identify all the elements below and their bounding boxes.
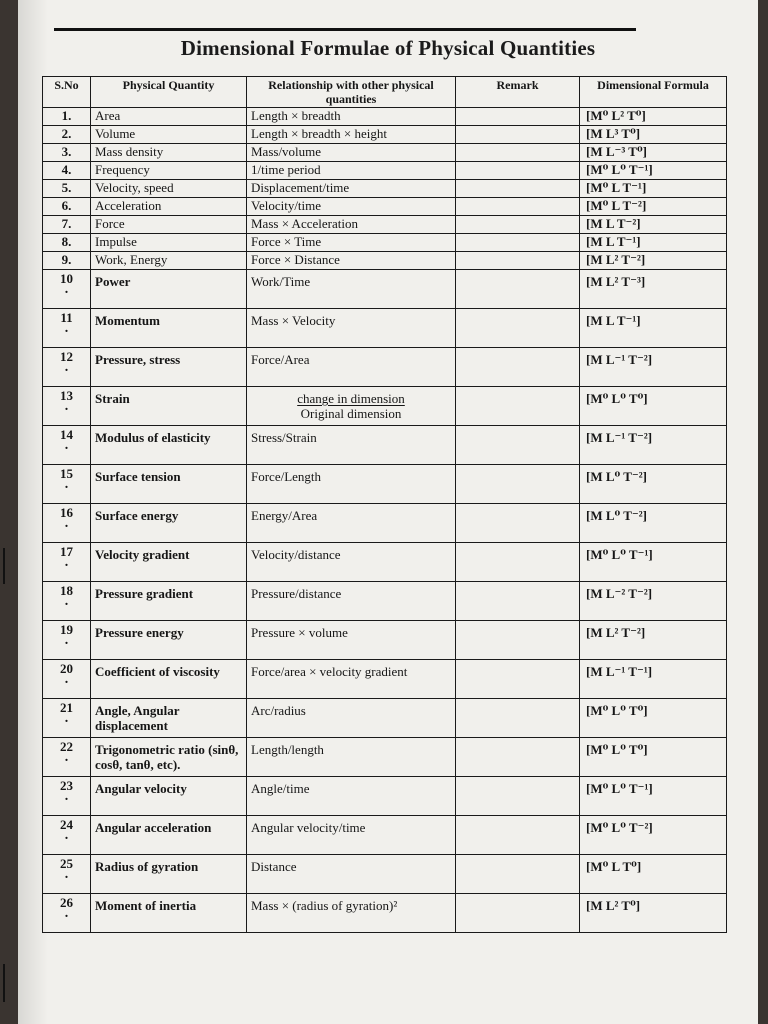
cell-remark [456,180,580,198]
table-row [43,180,727,198]
cell-relationship: Length/length [247,738,456,777]
cell-physical-quantity: Work, Energy [91,252,247,270]
cell-remark [456,660,580,699]
cell-sno [43,144,91,162]
sno-text: 6. [61,198,72,213]
table-row [43,426,727,465]
cell-sno [43,252,91,270]
cell-dimensional-formula: [M L⁻¹ T⁻²] [580,348,727,387]
cell-physical-quantity: Volume [91,126,247,144]
cell-remark [456,699,580,738]
cell-dimensional-formula: [M L² T⁻²] [580,621,727,660]
cell-relationship: Length × breadth × height [247,126,456,144]
cell-remark [456,198,580,216]
cell-relationship: Pressure/distance [247,582,456,621]
cell-remark [456,252,580,270]
sno-text: 12 [60,349,73,364]
cell-relationship: 1/time period [247,162,456,180]
cell-relationship: Velocity/time [247,198,456,216]
table-row [43,855,727,894]
cell-remark [456,777,580,816]
sno-dot: . [64,282,69,297]
table-row [43,582,727,621]
cell-remark [456,348,580,387]
sno-text: 8. [61,234,72,249]
cell-relationship: Velocity/distance [247,543,456,582]
cell-relationship [247,387,456,426]
sno-dot: . [64,828,69,843]
sno-text: 19 [60,622,73,637]
cell-remark [456,738,580,777]
sno-text: 2. [61,126,72,141]
cell-physical-quantity: Radius of gyration [91,855,247,894]
sno-text: 16 [60,505,73,520]
table-row [43,270,727,309]
cell-remark [456,126,580,144]
table-header-row [43,77,727,108]
table-row [43,309,727,348]
cell-physical-quantity: Coefficient of viscosity [91,660,247,699]
cell-dimensional-formula: [M⁰ L⁰ T⁻²] [580,816,727,855]
sno-text: 5. [61,180,72,195]
sno-text: 24 [60,817,73,832]
cell-sno [43,348,91,387]
cell-dimensional-formula: [M⁰ L⁰ T⁰] [580,699,727,738]
cell-remark [456,162,580,180]
top-rule [54,28,636,31]
cell-sno [43,426,91,465]
sno-text: 20 [60,661,73,676]
sno-dot: . [64,867,69,882]
sno-dot: . [64,906,69,921]
sno-text: 22 [60,739,73,754]
header-sno: S.No [43,77,91,108]
cell-physical-quantity: Pressure energy [91,621,247,660]
sno-dot: . [64,477,69,492]
dimensional-formulae-table [42,76,727,933]
sno-text: 1. [61,108,72,123]
cell-remark [456,855,580,894]
cell-dimensional-formula: [M⁰ L T⁻¹] [580,180,727,198]
sno-text: 26 [60,895,73,910]
cell-dimensional-formula: [M⁰ L⁰ T⁻¹] [580,162,727,180]
table-row [43,621,727,660]
cell-dimensional-formula: [M⁰ L T⁰] [580,855,727,894]
cell-sno [43,816,91,855]
table-row [43,738,727,777]
header-dimensional-formula: Dimensional Formula [580,77,727,108]
cell-dimensional-formula: [M L⁻¹ T⁻¹] [580,660,727,699]
sno-text: 17 [60,544,73,559]
sno-dot: . [64,360,69,375]
cell-physical-quantity: Pressure gradient [91,582,247,621]
sno-dot: . [64,399,69,414]
sno-dot: . [64,633,69,648]
sno-text: 7. [61,216,72,231]
cell-dimensional-formula: [M⁰ L⁰ T⁰] [580,387,727,426]
cell-remark [456,216,580,234]
cell-relationship: Displacement/time [247,180,456,198]
cell-physical-quantity: Angular acceleration [91,816,247,855]
cell-sno [43,894,91,933]
cell-dimensional-formula: [M⁰ L T⁻²] [580,198,727,216]
table-row [43,543,727,582]
cell-relationship: Angle/time [247,777,456,816]
cell-relationship: Arc/radius [247,699,456,738]
sno-text: 25 [60,856,73,871]
cell-physical-quantity: Surface tension [91,465,247,504]
cell-sno [43,465,91,504]
sno-text: 11 [60,310,73,325]
cell-relationship: Mass × Acceleration [247,216,456,234]
sno-dot: . [64,516,69,531]
cell-physical-quantity: Trigonometric ratio (sinθ, cosθ, tanθ, etc). [91,738,247,777]
cell-dimensional-formula: [M L T⁻²] [580,216,727,234]
cell-sno [43,543,91,582]
table-row [43,198,727,216]
table-body [43,108,727,933]
cell-sno [43,216,91,234]
cell-dimensional-formula: [M⁰ L⁰ T⁻¹] [580,543,727,582]
cell-physical-quantity: Strain [91,387,247,426]
cell-remark [456,234,580,252]
table-row [43,252,727,270]
table-row [43,348,727,387]
cell-sno [43,234,91,252]
cell-dimensional-formula: [M⁰ L⁰ T⁻¹] [580,777,727,816]
sno-dot: . [64,438,69,453]
table-row [43,387,727,426]
cell-remark [456,465,580,504]
cell-dimensional-formula: [M L⁻³ T⁰] [580,144,727,162]
table-row [43,216,727,234]
cell-relationship: Mass/volume [247,144,456,162]
cell-physical-quantity: Frequency [91,162,247,180]
page-title: Dimensional Formulae of Physical Quantities [180,36,596,60]
sno-dot: . [64,555,69,570]
cell-dimensional-formula: [M L⁰ T⁻²] [580,465,727,504]
header-physical-quantity: Physical Quantity [91,77,247,108]
sno-dot: . [64,321,69,336]
cell-remark [456,144,580,162]
cell-relationship: Work/Time [247,270,456,309]
cell-physical-quantity: Moment of inertia [91,894,247,933]
cell-sno [43,180,91,198]
cell-dimensional-formula: [M L T⁻¹] [580,234,727,252]
cell-dimensional-formula: [M L² T⁰] [580,894,727,933]
cell-relationship: Mass × (radius of gyration)² [247,894,456,933]
cell-remark [456,426,580,465]
cell-relationship: Energy/Area [247,504,456,543]
cell-physical-quantity: Velocity gradient [91,543,247,582]
cell-relationship: Force/area × velocity gradient [247,660,456,699]
sno-text: 10 [60,271,73,286]
table-row [43,777,727,816]
cell-relationship: Length × breadth [247,108,456,126]
fraction-denominator: Original dimension [300,406,402,421]
cell-sno [43,777,91,816]
cell-dimensional-formula: [M L² T⁻²] [580,252,727,270]
cell-sno [43,660,91,699]
cell-physical-quantity: Angular velocity [91,777,247,816]
cell-relationship: Distance [247,855,456,894]
sno-dot: . [64,672,69,687]
table-row [43,108,727,126]
table-row [43,162,727,180]
fraction-numerator: change in dimension [297,391,405,406]
cell-physical-quantity: Modulus of elasticity [91,426,247,465]
cell-remark [456,816,580,855]
cell-dimensional-formula: [M L⁻² T⁻²] [580,582,727,621]
cell-sno [43,198,91,216]
cell-physical-quantity: Acceleration [91,198,247,216]
cell-remark [456,582,580,621]
sno-text: 21 [60,700,73,715]
table-row [43,126,727,144]
cell-dimensional-formula: [M L⁰ T⁻²] [580,504,727,543]
sno-text: 13 [60,388,73,403]
cell-remark [456,543,580,582]
sno-text: 18 [60,583,73,598]
header-relationship: Relationship with other physical quantities [247,77,456,108]
cell-physical-quantity: Pressure, stress [91,348,247,387]
cell-sno [43,504,91,543]
table-row [43,144,727,162]
table-row [43,894,727,933]
cell-physical-quantity: Impulse [91,234,247,252]
cell-dimensional-formula: [M L² T⁻³] [580,270,727,309]
cell-relationship: Force/Area [247,348,456,387]
cell-remark [456,108,580,126]
cell-dimensional-formula: [M L T⁻¹] [580,309,727,348]
cell-physical-quantity: Surface energy [91,504,247,543]
cell-sno [43,582,91,621]
cell-physical-quantity: Power [91,270,247,309]
table-row [43,660,727,699]
cell-sno [43,162,91,180]
cell-remark [456,270,580,309]
sno-dot: . [64,789,69,804]
table-row [43,816,727,855]
cell-relationship: Stress/Strain [247,426,456,465]
cell-sno [43,126,91,144]
cell-relationship: Angular velocity/time [247,816,456,855]
cell-remark [456,309,580,348]
cell-physical-quantity: Mass density [91,144,247,162]
sno-dot: . [64,711,69,726]
sno-text: 23 [60,778,73,793]
sno-text: 3. [61,144,72,159]
sno-text: 15 [60,466,73,481]
sno-text: 14 [60,427,73,442]
cell-sno [43,699,91,738]
cell-relationship: Force × Time [247,234,456,252]
cell-physical-quantity: Momentum [91,309,247,348]
cell-physical-quantity: Force [91,216,247,234]
cell-relationship: Force/Length [247,465,456,504]
cell-relationship: Mass × Velocity [247,309,456,348]
cell-dimensional-formula: [M L⁻¹ T⁻²] [580,426,727,465]
sno-dot: . [64,750,69,765]
cell-remark [456,621,580,660]
cell-relationship: Pressure × volume [247,621,456,660]
table-row [43,504,727,543]
table-row [43,234,727,252]
sno-text: 9. [61,252,72,267]
cell-remark [456,387,580,426]
cell-sno [43,738,91,777]
paper-sheet [18,0,758,1024]
cell-remark [456,504,580,543]
cell-sno [43,855,91,894]
cell-dimensional-formula: [M⁰ L² T⁰] [580,108,727,126]
margin-mark [3,964,5,1002]
cell-sno [43,108,91,126]
sno-dot: . [64,594,69,609]
cell-remark [456,894,580,933]
cell-sno [43,387,91,426]
sno-text: 4. [61,162,72,177]
table-row [43,699,727,738]
cell-sno [43,621,91,660]
cell-physical-quantity: Angle, Angular displacement [91,699,247,738]
cell-dimensional-formula: [M L³ T⁰] [580,126,727,144]
header-remark: Remark [456,77,580,108]
margin-mark [3,548,5,584]
cell-relationship: Force × Distance [247,252,456,270]
cell-dimensional-formula: [M⁰ L⁰ T⁰] [580,738,727,777]
table-row [43,465,727,504]
cell-physical-quantity: Velocity, speed [91,180,247,198]
cell-sno [43,309,91,348]
cell-physical-quantity: Area [91,108,247,126]
cell-sno [43,270,91,309]
